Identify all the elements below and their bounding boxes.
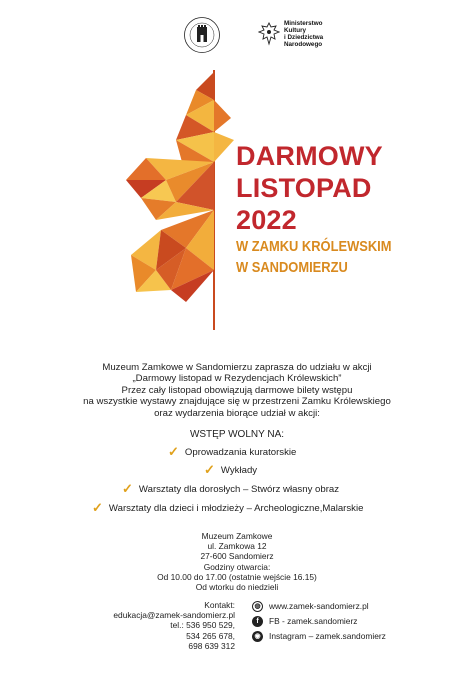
check-icon: ✓ (122, 481, 133, 496)
check-icon: ✓ (92, 500, 103, 515)
facebook-link[interactable]: f FB - zamek.sandomierz (252, 616, 357, 627)
list-item: ✓ Oprowadzania kuratorskie (168, 444, 297, 459)
subtitle-line-1: W ZAMKU KRÓLEWSKIM (236, 238, 392, 255)
contact-email[interactable]: edukacja@zamek-sandomierz.pl (113, 610, 235, 621)
contact-label: Kontakt: (204, 600, 235, 610)
globe-icon: ◍ (252, 601, 263, 612)
contact-phone-1: tel.: 536 950 529, (170, 620, 235, 631)
contact-info (100, 600, 235, 651)
museum-logo (183, 16, 221, 54)
check-icon: ✓ (204, 462, 215, 477)
eagle-emblem-icon (258, 22, 280, 48)
leaf-illustration (126, 70, 236, 330)
facebook-icon: f (252, 616, 263, 627)
instagram-link[interactable]: ◉ Instagram – zamek.sandomierz (252, 631, 386, 642)
check-icon: ✓ (168, 444, 179, 459)
title-line-1: DARMOWY (236, 141, 383, 171)
ministry-name: Ministerstwo Kultury i Dziedzictwa Narodowego (284, 20, 324, 48)
title-line-3: 2022 (236, 205, 297, 235)
museum-address: Muzeum Zamkowe ul. Zamkowa 12 27-600 Sandomierz Godziny otwarcia: Od 10.00 do 17.00 (ostatnie wejście 16.15) Od wtorku do niedzieli (157, 531, 317, 593)
contact-phone-2: 534 265 678, (186, 630, 235, 641)
website-link[interactable]: ◍ www.zamek-sandomierz.pl (252, 601, 369, 612)
page-title (236, 140, 383, 236)
free-entry-heading: WSTĘP WOLNY NA: (189, 429, 285, 440)
page-subtitle (236, 236, 391, 278)
list-item: ✓ Warsztaty dla dorosłych – Stwórz własny obraz (122, 481, 340, 496)
contact-phone-3: 698 639 312 (188, 640, 235, 651)
title-line-2: LISTOPAD (236, 173, 372, 203)
ministry-logo (258, 20, 368, 56)
subtitle-line-2: W SANDOMIERZU (236, 259, 348, 276)
list-item: ✓ Warsztaty dla dzieci i młodzieży – Archeologiczne,Malarskie (92, 500, 364, 515)
list-item: ✓ Wykłady (204, 462, 258, 477)
museum-seal-icon (183, 16, 221, 54)
instagram-icon: ◉ (252, 631, 263, 642)
intro-paragraph: Muzeum Zamkowe w Sandomierzu zaprasza do udziału w akcji „Darmowy listopad w Rezydencjach Królewskich” Przez cały listopad obowiązują darmowe bilety wstępu na wszystkie wystawy znajdujące się w przestrzeni Zamku Królewskiego oraz wydarzenia biorące udział w akcji: (83, 362, 391, 419)
